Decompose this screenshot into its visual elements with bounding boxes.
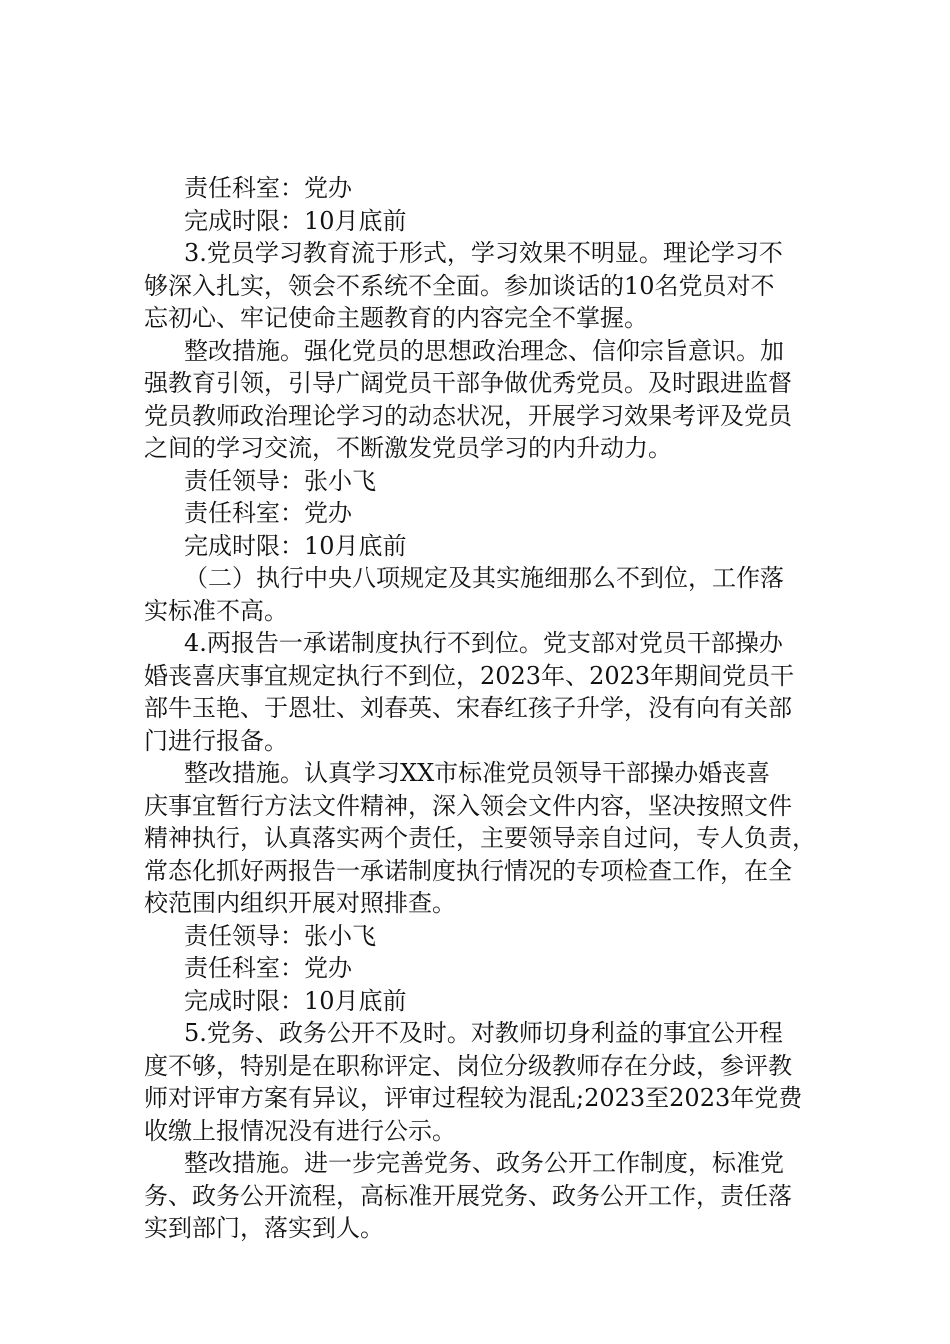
paragraph-deadline-4: 完成时限：10月底前 (184, 986, 407, 1015)
paragraph-responsible-office-3: 责任科室：党办 (184, 499, 352, 527)
paragraph-responsible-office-1: 责任科室：党办 (184, 174, 352, 202)
paragraph-measures-3: 整改措施。强化党员的思想政治理念、信仰宗旨意识。加 强教育引领，引导广阔党员干部争做优秀党员。及时跟进监督 党员教师政治理论学习的动态状况，开展学习效果考评及党员 之间的学习交流，不断激发党员学习的内升动力。 (144, 336, 792, 462)
paragraph-issue-3: 3.党员学习教育流于形式，学习效果不明显。理论学习不 够深入扎实，领会不系统不全面。参加谈话的10名党员对不 忘初心、牢记使命主题教育的内容完全不掌握。 (144, 239, 783, 332)
paragraph-measures-4: 整改措施。认真学习XX市标准党员领导干部操办婚丧喜 庆事宜暂行方法文件精神，深入领会文件内容，坚决按照文件 精神执行，认真落实两个责任，主要领导亲自过问，专人负责， 常态化抓好两报告一承诺制度执行情况的专项检查工作，在全 校范围内组织开展对照排查。 (144, 759, 816, 917)
paragraph-responsible-leader-3: 责任领导：张小飞 (184, 466, 376, 495)
document-body (144, 172, 844, 1245)
paragraph-issue-4: 4.两报告一承诺制度执行不到位。党支部对党员干部操办 婚丧喜庆事宜规定执行不到位，2023年、2023年期间党员干 部牛玉艳、于恩壮、刘春英、宋春红孩子升学，没有向有关部 门进行报备。 (144, 629, 795, 755)
paragraph-responsible-office-4: 责任科室：党办 (184, 954, 352, 982)
paragraph-deadline-1: 完成时限：10月底前 (184, 206, 407, 235)
paragraph-measures-5: 整改措施。进一步完善党务、政务公开工作制度，标准党 务、政务公开流程，高标准开展党务、政务公开工作，责任落 实到部门，落实到人。 (144, 1149, 792, 1242)
paragraph-deadline-3: 完成时限：10月底前 (184, 531, 407, 560)
paragraph-issue-5: 5.党务、政务公开不及时。对教师切身利益的事宜公开程 度不够，特别是在职称评定、岗位分级教师存在分歧，参评教 师对评审方案有异议，评审过程较为混乱;2023至2023年党费 收缴上报情况没有进行公示。 (144, 1019, 803, 1145)
paragraph-section-heading-2: （二）执行中央八项规定及其实施细那么不到位，工作落 实标准不高。 (144, 564, 784, 625)
paragraph-responsible-leader-4: 责任领导：张小飞 (184, 921, 376, 950)
